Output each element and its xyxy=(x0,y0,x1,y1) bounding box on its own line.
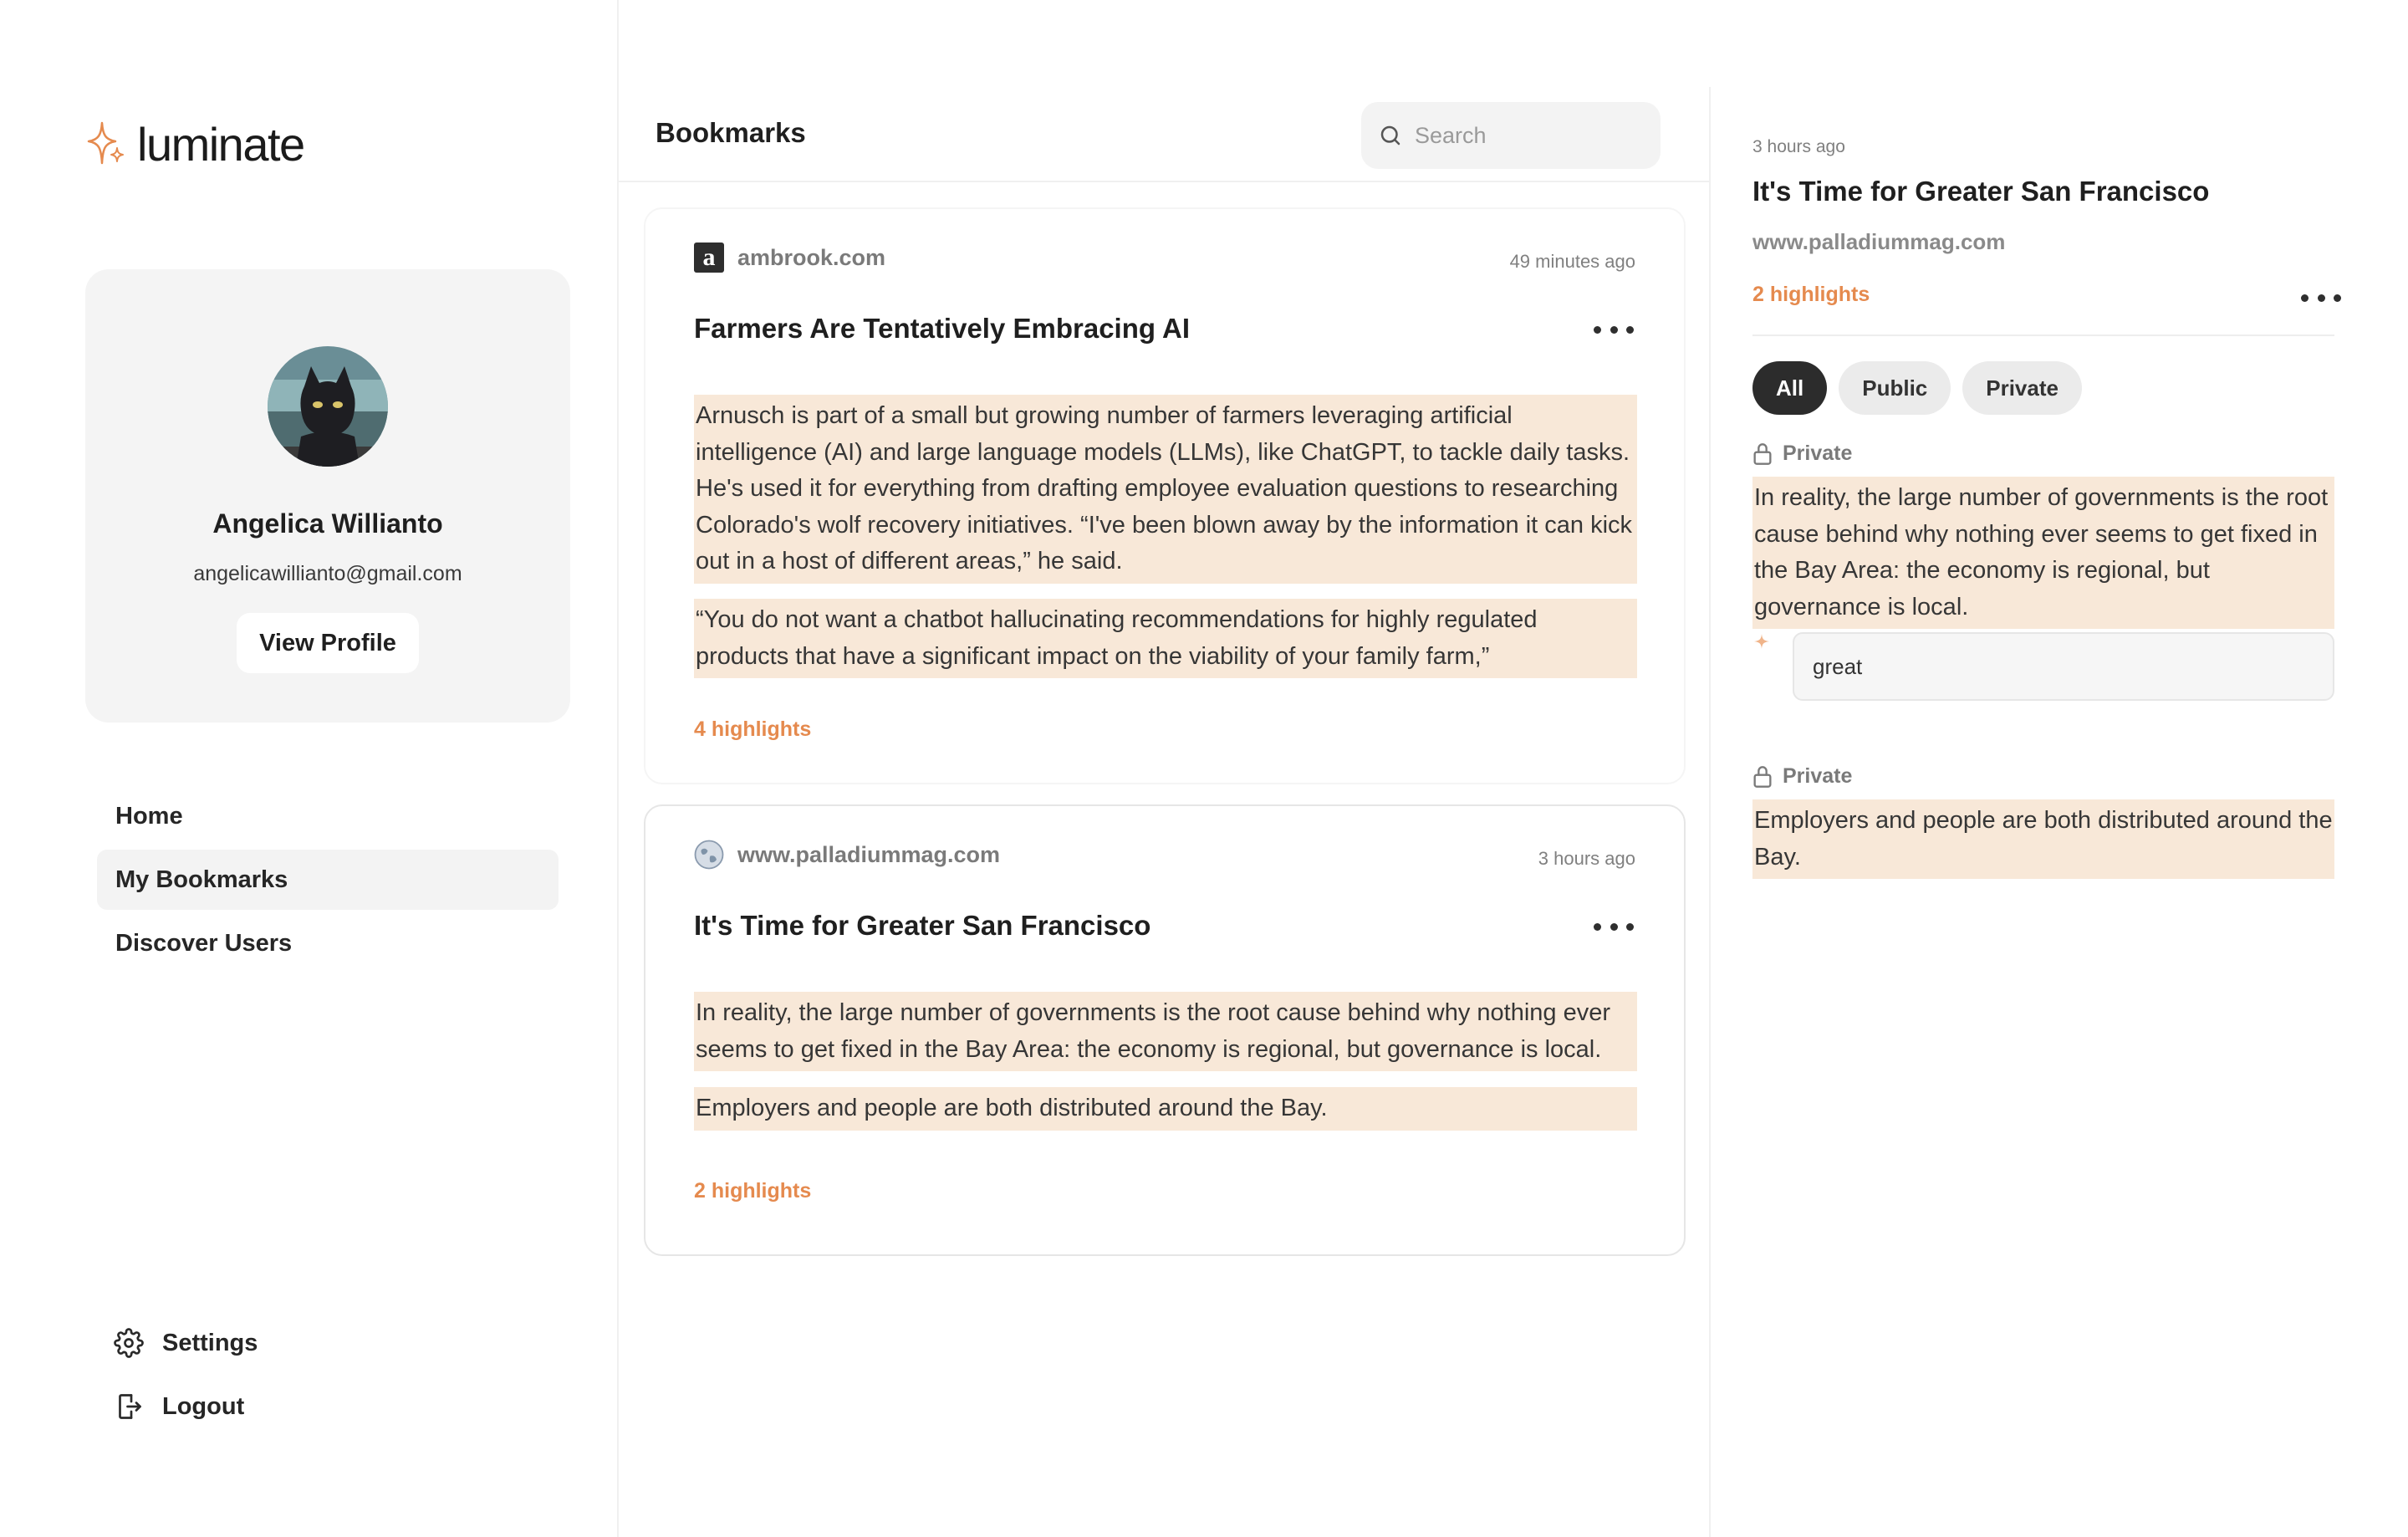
ambrook-a-icon: a xyxy=(694,243,724,273)
dot-icon xyxy=(1626,923,1634,931)
highlight-text: Arnusch is part of a small but growing number of farmers leveraging artificial intelligence (AI) and large language models (LLMs), like ChatGPT, to tackle daily tasks. He's used it for everything from drafting employee evaluation questions to researching Colorado's wolf recovery initiatives. “I've been blown away by the information it can kick out in a host of different areas,” he said. xyxy=(694,395,1637,584)
dot-icon xyxy=(1626,326,1634,334)
highlight-count-link[interactable]: 4 highlights xyxy=(694,717,812,741)
sparkle-icon xyxy=(1752,632,1771,651)
bookmark-detail-panel xyxy=(1711,0,2408,1537)
avatar[interactable] xyxy=(268,346,388,467)
bookmark-source xyxy=(694,243,885,273)
logout-icon xyxy=(114,1391,144,1422)
highlight-text: Employers and people are both distributed around the Bay. xyxy=(694,1087,1637,1131)
filter-private[interactable]: Private xyxy=(1962,361,2082,415)
bookmark-title[interactable]: It's Time for Greater San Francisco xyxy=(694,910,1151,941)
privacy-label xyxy=(1752,764,1852,789)
sparkle-logo-icon xyxy=(87,120,134,170)
app-name: luminate xyxy=(137,118,304,171)
source-domain: www.palladiummag.com xyxy=(737,841,1001,867)
view-profile-button[interactable]: View Profile xyxy=(237,613,419,673)
detail-title: It's Time for Greater San Francisco xyxy=(1752,176,2210,207)
bookmark-time: 3 hours ago xyxy=(1538,848,1635,869)
nav-item-discover-users[interactable]: Discover Users xyxy=(115,929,293,957)
detail-highlight-count: 2 highlights xyxy=(1752,283,1870,306)
logout-link[interactable] xyxy=(114,1375,258,1438)
lock-icon xyxy=(1752,442,1773,466)
dot-icon xyxy=(2334,294,2341,302)
highlight-text: “You do not want a chatbot hallucinating recommendations for highly regulated products that have a significant impact on the viability of your family farm,” xyxy=(694,599,1637,678)
lock-icon xyxy=(1752,765,1773,789)
bookmark-card[interactable] xyxy=(644,207,1686,784)
detail-highlight-text: In reality, the large number of governments is the root cause behind why nothing ever seems to get fixed in the Bay Area: the economy is regional, but governance is local. xyxy=(1752,477,2334,629)
filter-public[interactable]: Public xyxy=(1839,361,1951,415)
settings-label: Settings xyxy=(162,1329,258,1356)
privacy-text: Private xyxy=(1783,764,1853,788)
highlight-count-link[interactable]: 2 highlights xyxy=(694,1179,812,1203)
nav-item-my-bookmarks[interactable]: My Bookmarks xyxy=(97,850,559,910)
logout-label: Logout xyxy=(162,1392,245,1420)
search-input[interactable] xyxy=(1415,123,1649,149)
settings-link[interactable] xyxy=(114,1311,258,1375)
detail-more-options-button[interactable] xyxy=(2301,291,2341,304)
page-title: Bookmarks xyxy=(656,117,806,148)
highlight-text: In reality, the large number of governments is the root cause behind why nothing ever seems to get fixed in the Bay Area: the economy is regional, but governance is local. xyxy=(694,992,1637,1071)
profile-name: Angelica Willianto xyxy=(212,508,443,539)
dot-icon xyxy=(2318,294,2325,302)
note-input[interactable] xyxy=(1793,632,2334,701)
dot-icon xyxy=(1610,326,1618,334)
bookmarks-header xyxy=(619,87,1711,182)
dot-icon xyxy=(1594,326,1601,334)
more-options-button[interactable] xyxy=(1594,915,1634,938)
sidebar xyxy=(0,0,619,1537)
cat-avatar-icon xyxy=(268,346,388,467)
gear-icon xyxy=(114,1328,144,1358)
bookmark-time: 49 minutes ago xyxy=(1509,251,1635,272)
bottom-nav xyxy=(114,1311,258,1438)
privacy-label xyxy=(1752,442,1852,466)
bookmarks-panel xyxy=(619,87,1711,1537)
dot-icon xyxy=(1610,923,1618,931)
globe-icon xyxy=(694,840,724,870)
detail-highlight-text: Employers and people are both distributed around the Bay. xyxy=(1752,799,2334,879)
filter-all[interactable]: All xyxy=(1752,361,1827,415)
bookmark-source xyxy=(694,840,1000,870)
divider xyxy=(1752,334,2334,336)
search-box[interactable] xyxy=(1361,102,1661,169)
detail-time: 3 hours ago xyxy=(1752,137,1845,156)
dot-icon xyxy=(2301,294,2309,302)
privacy-text: Private xyxy=(1783,442,1853,465)
more-options-button[interactable] xyxy=(1594,318,1634,341)
source-domain: ambrook.com xyxy=(737,244,886,270)
profile-email: angelicawillianto@gmail.com xyxy=(193,562,462,585)
search-icon xyxy=(1378,123,1403,148)
bookmark-card[interactable] xyxy=(644,804,1686,1256)
dot-icon xyxy=(1594,923,1601,931)
visibility-filter xyxy=(1752,361,2094,415)
detail-url[interactable]: www.palladiummag.com xyxy=(1752,229,2006,254)
main-nav xyxy=(97,786,559,977)
bookmark-title[interactable]: Farmers Are Tentatively Embracing AI xyxy=(694,313,1190,344)
nav-item-home[interactable]: Home xyxy=(115,802,183,830)
profile-card xyxy=(85,269,570,723)
logo[interactable] xyxy=(87,117,304,171)
